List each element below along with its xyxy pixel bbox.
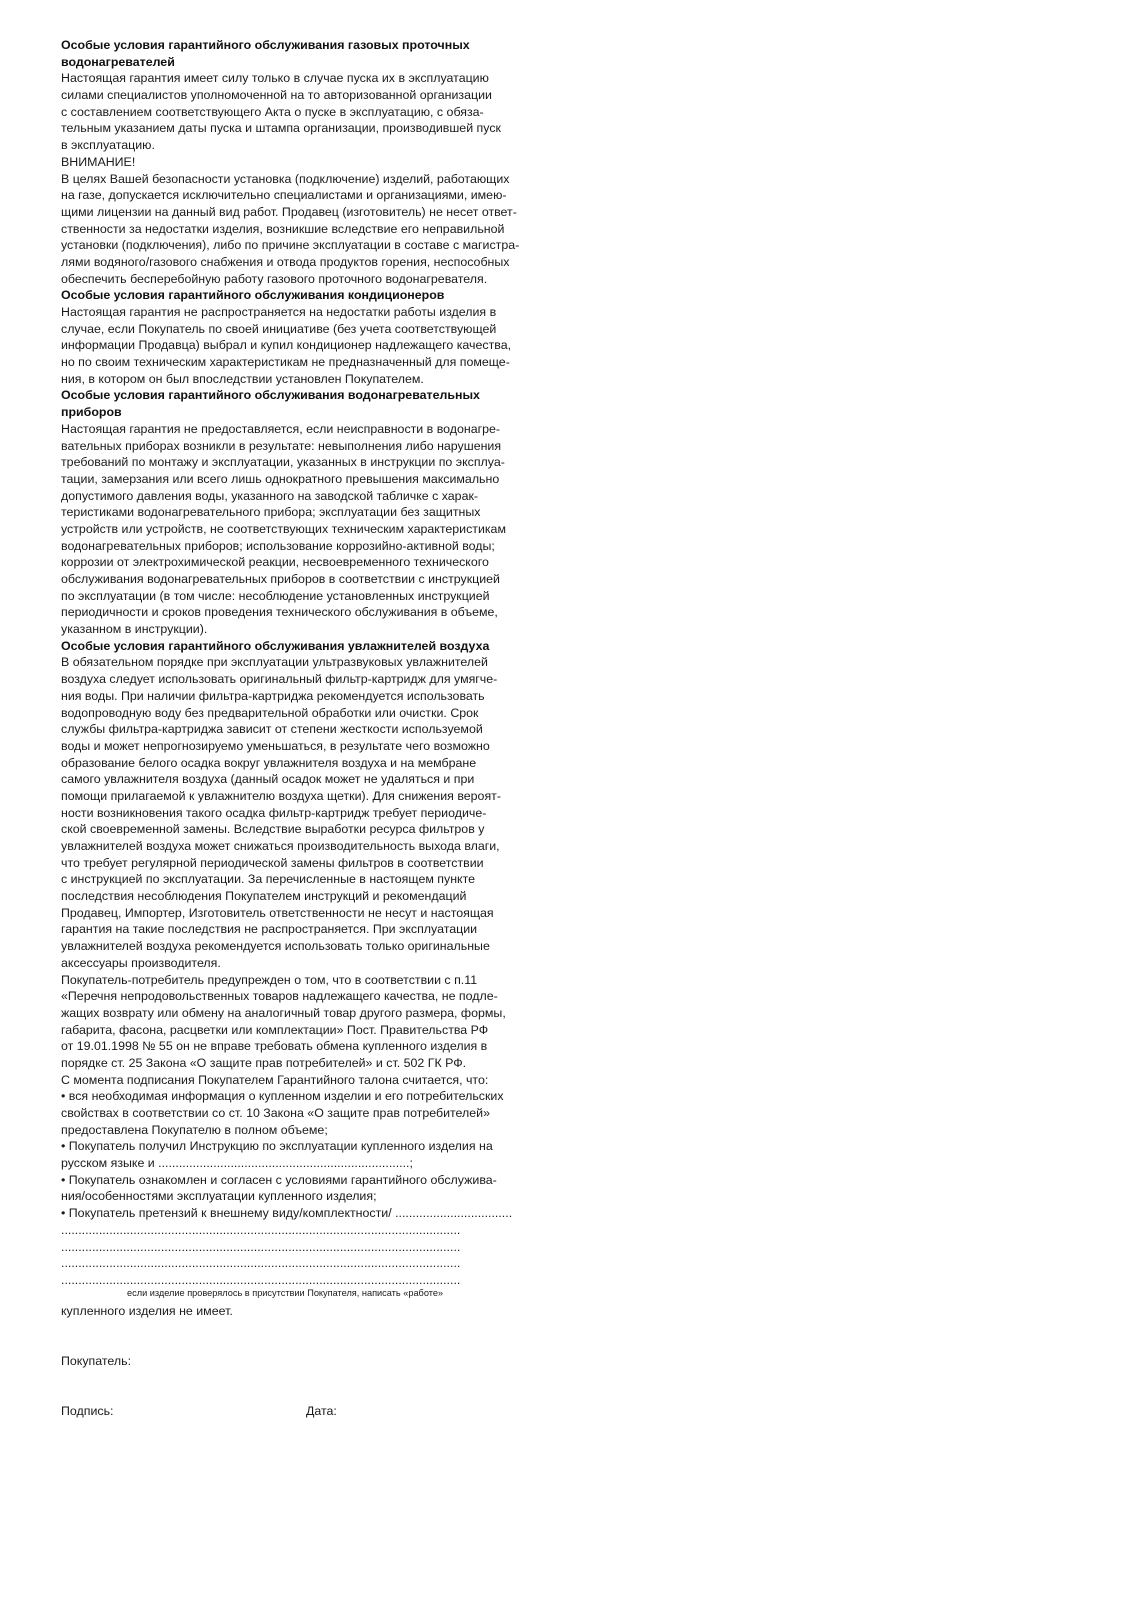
text-line: Покупатель-потребитель предупрежден о том, что в соответствии с п.11 — [61, 972, 478, 987]
text-line: В целях Вашей безопасности установка (подключение) изделий, работающих — [61, 171, 510, 186]
text-line: требований по монтажу и эксплуатации, указанных в инструкции по эксплуа- — [61, 455, 505, 470]
text-line: жащих возврату или обмену на аналогичный товар другого размера, формы, — [61, 1005, 506, 1020]
text-line: на газе, допускается исключительно специалистами и организациями, имею- — [61, 188, 507, 203]
text-line: допустимого давления воды, указанного на заводской табличке с харак- — [61, 488, 479, 503]
signature-label: Подпись: — [61, 1403, 114, 1418]
text-line: установки (подключения), либо по причине эксплуатации в составе с магистра- — [61, 238, 520, 253]
text-line: ния, в котором он был впоследствии установлен Покупателем. — [61, 371, 424, 386]
text-line: ния воды. При наличии фильтра-картриджа рекомендуется использовать — [61, 688, 485, 703]
text-line: устройств или устройств, не соответствующих техническим характеристикам — [61, 521, 506, 536]
section-heading-line: водонагревателей — [61, 54, 175, 69]
text-line: русском языке и .........................................................................; — [61, 1156, 413, 1171]
text-line: с инструкцией по эксплуатации. За перечисленные в настоящем пункте — [61, 872, 476, 887]
section-heading-line: приборов — [61, 405, 122, 420]
text-line: .................................................................................................................... — [61, 1256, 461, 1271]
text-line: Настоящая гарантия не предоставляется, если неисправности в водонагре- — [61, 421, 501, 436]
text-line: в эксплуатацию. — [61, 138, 155, 153]
text-line: воздуха следует использовать оригинальный фильтр-картридж для умягче- — [61, 672, 498, 687]
text-line: В обязательном порядке при эксплуатации ультразвуковых увлажнителей — [61, 655, 488, 670]
text-line: Продавец, Импортер, Изготовитель ответственности не несут и настоящая — [61, 905, 494, 920]
text-line: с составлением соответствующего Акта о пуске в эксплуатацию, с обяза- — [61, 104, 484, 119]
text-line: .................................................................................................................... — [61, 1272, 461, 1287]
text-line: тации, замерзания или всего лишь однократного превышения максимально — [61, 471, 500, 486]
text-line: .................................................................................................................... — [61, 1239, 461, 1254]
text-line: образование белого осадка вокруг увлажнителя воздуха и на мембране — [61, 755, 477, 770]
section-heading-line: Особые условия гарантийного обслуживания увлажнителей воздуха — [61, 638, 490, 653]
text-line: воды и может непрогнозируемо уменьшаться, в результате чего возможно — [61, 738, 490, 753]
text-line: помощи прилагаемой к увлажнителю воздуха щетки). Для снижения вероят- — [61, 788, 501, 803]
text-line: ния/особенностями эксплуатации купленного изделия; — [61, 1189, 377, 1204]
text-line: последствия несоблюдения Покупателем инструкций и рекомендаций — [61, 889, 467, 904]
section-heading-line: Особые условия гарантийного обслуживания кондиционеров — [61, 288, 445, 303]
text-line: • Покупатель ознакомлен и согласен с условиями гарантийного обслужива- — [61, 1172, 497, 1187]
text-line: • вся необходимая информация о купленном изделии и его потребительских — [61, 1089, 504, 1104]
text-line: свойствах в соответствии со ст. 10 Закона «О защите прав потребителей» — [61, 1106, 490, 1120]
text-line: обслуживания водонагревательных приборов в соответствии с инструкцией — [61, 572, 500, 586]
text-line: теристиками водонагревательного прибора; эксплуатации без защитных — [61, 505, 481, 520]
dotted-line-caption: если изделие проверялось в присутствии Покупателя, написать «работе» — [127, 1287, 444, 1298]
warranty-conditions-page — [61, 37, 536, 1420]
text-line: гарантия на такие последствия не распространяется. При эксплуатации — [61, 922, 478, 937]
text-line: обеспечить бесперебойную работу газового проточного водонагревателя. — [61, 271, 488, 286]
section-heading-line: Особые условия гарантийного обслуживания газовых проточных — [61, 38, 470, 52]
text-line: лями водяного/газового снабжения и отвода продуктов горения, неспособных — [61, 254, 510, 269]
text-line: водонагревательных приборов; использование коррозийно-активной воды; — [61, 538, 495, 553]
date-label: Дата: — [306, 1403, 337, 1418]
text-line: ВНИМАНИЕ! — [61, 154, 136, 169]
text-line: увлажнителей воздуха рекомендуется использовать только оригинальные — [61, 939, 490, 954]
text-line: периодичности и сроков проведения технического обслуживания в объеме, — [61, 605, 498, 620]
text-line: вательных приборах возникли в результате: невыполнения либо нарушения — [61, 438, 502, 453]
warranty-text-body — [61, 37, 536, 1289]
text-line: но по своим техническим характеристикам не предназначенный для помеще- — [61, 355, 510, 370]
text-line: ственности за недостатки изделия, возникшие вследствие его неправильной — [61, 221, 505, 236]
text-line: Настоящая гарантия не распространяется на недостатки работы изделия в — [61, 305, 497, 319]
no-claims-text: купленного изделия не имеет. — [61, 1303, 233, 1318]
text-line: силами специалистов уполномоченной на то авторизованной организации — [61, 88, 492, 103]
signature-row — [61, 1403, 536, 1420]
text-line: С момента подписания Покупателем Гарантийного талона считается, что: — [61, 1072, 489, 1087]
text-line: .................................................................................................................... — [61, 1222, 461, 1237]
text-line: ности возникновения такого осадка фильтр-картридж требует периодиче- — [61, 805, 487, 820]
text-line: порядке ст. 25 Закона «О защите прав потребителей» и ст. 502 ГК РФ. — [61, 1055, 467, 1070]
buyer-label: Покупатель: — [61, 1354, 132, 1369]
text-line: ской своевременной замены. Вследствие выработки ресурса фильтров у — [61, 822, 485, 837]
text-line: щими лицензии на данный вид работ. Продавец (изготовитель) не несет ответ- — [61, 204, 517, 219]
text-line: тельным указанием даты пуска и штампа организации, производившей пуск — [61, 121, 501, 136]
text-line: указанном в инструкции). — [61, 622, 208, 637]
text-line: «Перечня непродовольственных товаров надлежащего качества, не подле- — [61, 989, 498, 1004]
text-line: габарита, фасона, расцветки или комплектации» Пост. Правительства РФ — [61, 1022, 489, 1037]
text-line: что требует регулярной периодической замены фильтров в соответствии — [61, 855, 484, 870]
text-line: коррозии от электрохимической реакции, несвоевременного технического — [61, 555, 489, 570]
text-line: по эксплуатации (в том числе: несоблюдение установленных инструкцией — [61, 588, 490, 603]
text-line: • Покупатель претензий к внешнему виду/комплектности/ .................................. — [61, 1206, 513, 1221]
text-line: предоставлена Покупателю в полном объеме; — [61, 1122, 328, 1137]
text-line: службы фильтра-картриджа зависит от степени жесткости используемой — [61, 722, 483, 737]
text-line: от 19.01.1998 № 55 он не вправе требовать обмена купленного изделия в — [61, 1039, 488, 1054]
text-line: случае, если Покупатель по своей инициативе (без учета соответствующей — [61, 321, 497, 336]
text-line: Настоящая гарантия имеет силу только в случае пуска их в эксплуатацию — [61, 71, 489, 86]
text-line: • Покупатель получил Инструкцию по эксплуатации купленного изделия на — [61, 1139, 493, 1154]
text-line: самого увлажнителя воздуха (данный осадок может не удаляться и при — [61, 772, 475, 787]
text-line: аксессуары производителя. — [61, 955, 221, 970]
section-heading-line: Особые условия гарантийного обслуживания водонагревательных — [61, 388, 480, 403]
text-line: водопроводную воду без предварительной обработки или очистки. Срок — [61, 705, 479, 720]
text-line: информации Продавца) выбрал и купил кондиционер надлежащего качества, — [61, 338, 512, 353]
text-line: увлажнителей воздуха может снижаться производительность выхода влаги, — [61, 839, 500, 853]
